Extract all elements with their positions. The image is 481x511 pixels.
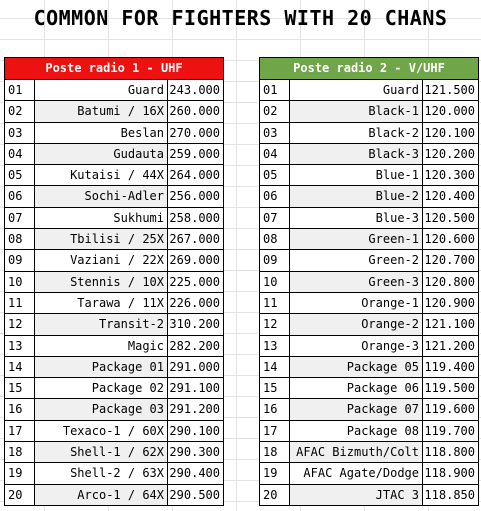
uhf-radio-table — [4, 57, 224, 506]
channel-frequency: 291.100 — [169, 381, 220, 396]
uhf-channel-row — [5, 229, 223, 250]
channel-name: Green-3 — [290, 272, 423, 292]
uhf-channel-row — [5, 378, 223, 399]
channel-frequency: 120.400 — [424, 189, 475, 204]
vuhf-channel-row — [260, 357, 478, 378]
channel-name: Batumi / 16X — [35, 101, 168, 121]
channel-name: Package 06 — [290, 378, 423, 398]
vuhf-channel-row — [260, 293, 478, 314]
vuhf-channel-row — [260, 463, 478, 484]
channel-number: 14 — [260, 357, 290, 377]
channel-frequency: 270.000 — [169, 125, 220, 140]
channel-name: Green-2 — [290, 250, 423, 270]
channel-number: 04 — [260, 144, 290, 164]
channel-name: Package 08 — [290, 421, 423, 441]
channel-name: Shell-2 / 63X — [35, 463, 168, 483]
uhf-channel-row — [5, 80, 223, 101]
channel-name: Guard — [35, 80, 168, 100]
channel-frequency: 290.300 — [169, 445, 220, 460]
channel-number: 09 — [260, 250, 290, 270]
channel-name: Arco-1 / 64X — [35, 485, 168, 505]
channel-number: 10 — [260, 272, 290, 292]
channel-frequency: 119.500 — [424, 381, 475, 396]
uhf-channel-row — [5, 186, 223, 207]
channel-name: Sochi-Adler — [35, 186, 168, 206]
vuhf-radio-table — [259, 57, 479, 506]
vuhf-channel-row — [260, 165, 478, 186]
channel-name: Gudauta — [35, 144, 168, 164]
channel-number: 04 — [5, 144, 35, 164]
vuhf-channel-row — [260, 229, 478, 250]
channel-name: Blue-3 — [290, 208, 423, 228]
channel-number: 18 — [260, 442, 290, 462]
channel-name: JTAC 3 — [290, 485, 423, 505]
channel-number: 06 — [260, 186, 290, 206]
channel-number: 14 — [5, 357, 35, 377]
page-title: COMMON FOR FIGHTERS WITH 20 CHANS — [33, 6, 448, 30]
channel-name: Beslan — [35, 123, 168, 143]
vuhf-channel-row — [260, 442, 478, 463]
channel-frequency: 119.700 — [424, 423, 475, 438]
channel-frequency: 118.850 — [424, 487, 475, 502]
vuhf-channel-row — [260, 336, 478, 357]
uhf-channel-row — [5, 293, 223, 314]
channel-frequency: 260.000 — [169, 104, 220, 119]
channel-frequency: 120.500 — [424, 210, 475, 225]
channel-name: Package 01 — [35, 357, 168, 377]
channel-frequency: 310.200 — [169, 317, 220, 332]
uhf-channel-row — [5, 165, 223, 186]
channel-number: 18 — [5, 442, 35, 462]
channel-number: 11 — [260, 293, 290, 313]
channel-frequency: 120.900 — [424, 295, 475, 310]
channel-number: 02 — [5, 101, 35, 121]
channel-frequency: 121.200 — [424, 338, 475, 353]
uhf-channel-row — [5, 123, 223, 144]
channel-frequency: 264.000 — [169, 168, 220, 183]
channel-frequency: 258.000 — [169, 210, 220, 225]
channel-number: 03 — [260, 123, 290, 143]
channel-number: 01 — [260, 80, 290, 100]
channel-name: Guard — [290, 80, 423, 100]
channel-number: 05 — [5, 165, 35, 185]
channel-name: Black-3 — [290, 144, 423, 164]
channel-frequency: 120.200 — [424, 146, 475, 161]
channel-number: 12 — [5, 314, 35, 334]
uhf-channel-row — [5, 485, 223, 505]
channel-frequency: 118.900 — [424, 466, 475, 481]
channel-number: 13 — [260, 336, 290, 356]
channel-number: 13 — [5, 336, 35, 356]
channel-name: Blue-2 — [290, 186, 423, 206]
channel-number: 09 — [5, 250, 35, 270]
channel-name: Shell-1 / 62X — [35, 442, 168, 462]
uhf-channel-row — [5, 421, 223, 442]
channel-number: 17 — [5, 421, 35, 441]
uhf-channel-row — [5, 101, 223, 122]
channel-name: Magic — [35, 336, 168, 356]
channel-number: 12 — [260, 314, 290, 334]
channel-frequency: 120.600 — [424, 232, 475, 247]
channel-number: 20 — [260, 485, 290, 505]
channel-number: 17 — [260, 421, 290, 441]
channel-frequency: 225.000 — [169, 274, 220, 289]
channel-frequency: 119.600 — [424, 402, 475, 417]
channel-name: Package 05 — [290, 357, 423, 377]
channel-frequency: 291.000 — [169, 359, 220, 374]
channel-number: 06 — [5, 186, 35, 206]
channel-frequency: 269.000 — [169, 253, 220, 268]
vuhf-channel-row — [260, 186, 478, 207]
channel-number: 10 — [5, 272, 35, 292]
channel-name: Texaco-1 / 60X — [35, 421, 168, 441]
uhf-channel-row — [5, 399, 223, 420]
vuhf-channel-row — [260, 80, 478, 101]
vuhf-channel-row — [260, 314, 478, 335]
channel-name: Transit-2 — [35, 314, 168, 334]
channel-name: Blue-1 — [290, 165, 423, 185]
channel-number: 19 — [260, 463, 290, 483]
channel-frequency: 119.400 — [424, 359, 475, 374]
channel-number: 01 — [5, 80, 35, 100]
channel-number: 11 — [5, 293, 35, 313]
channel-number: 15 — [5, 378, 35, 398]
channel-frequency: 121.100 — [424, 317, 475, 332]
channel-name: AFAC Bizmuth/Colt — [290, 442, 423, 462]
channel-name: Black-1 — [290, 101, 423, 121]
channel-name: Orange-3 — [290, 336, 423, 356]
channel-frequency: 243.000 — [169, 83, 220, 97]
channel-frequency: 120.100 — [424, 125, 475, 140]
channel-frequency: 291.200 — [169, 402, 220, 417]
uhf-channel-row — [5, 463, 223, 484]
channel-frequency: 290.500 — [169, 487, 220, 502]
vuhf-channel-row — [260, 144, 478, 165]
channel-frequency: 267.000 — [169, 232, 220, 247]
vuhf-table-body — [260, 80, 478, 505]
channel-name: Tbilisi / 25X — [35, 229, 168, 249]
vuhf-channel-row — [260, 101, 478, 122]
channel-number: 03 — [5, 123, 35, 143]
uhf-channel-row — [5, 442, 223, 463]
uhf-channel-row — [5, 208, 223, 229]
channel-name: Kutaisi / 44X — [35, 165, 168, 185]
channel-frequency: 290.100 — [169, 423, 220, 438]
vuhf-channel-row — [260, 123, 478, 144]
channel-name: Stennis / 10X — [35, 272, 168, 292]
uhf-channel-row — [5, 144, 223, 165]
channel-number: 07 — [5, 208, 35, 228]
channel-name: Package 07 — [290, 399, 423, 419]
vuhf-table-header: Poste radio 2 - V/UHF — [260, 58, 478, 80]
channel-name: Vaziani / 22X — [35, 250, 168, 270]
vuhf-channel-row — [260, 485, 478, 505]
channel-number: 07 — [260, 208, 290, 228]
channel-frequency: 120.000 — [424, 104, 475, 119]
channel-frequency: 226.000 — [169, 295, 220, 310]
uhf-channel-row — [5, 357, 223, 378]
uhf-channel-row — [5, 250, 223, 271]
channel-name: Orange-2 — [290, 314, 423, 334]
uhf-channel-row — [5, 336, 223, 357]
channel-frequency: 121.500 — [424, 83, 475, 97]
channel-number: 08 — [260, 229, 290, 249]
channel-frequency: 120.300 — [424, 168, 475, 183]
channel-number: 16 — [260, 399, 290, 419]
channel-name: Package 03 — [35, 399, 168, 419]
channel-number: 15 — [260, 378, 290, 398]
uhf-channel-row — [5, 314, 223, 335]
channel-name: Black-2 — [290, 123, 423, 143]
uhf-channel-row — [5, 272, 223, 293]
channel-frequency: 120.700 — [424, 253, 475, 268]
uhf-table-body — [5, 80, 223, 505]
channel-number: 05 — [260, 165, 290, 185]
channel-frequency: 282.200 — [169, 338, 220, 353]
vuhf-channel-row — [260, 378, 478, 399]
channel-frequency: 290.400 — [169, 466, 220, 481]
vuhf-channel-row — [260, 421, 478, 442]
channel-number: 08 — [5, 229, 35, 249]
vuhf-channel-row — [260, 208, 478, 229]
channel-name: Green-1 — [290, 229, 423, 249]
channel-name: AFAC Agate/Dodge — [290, 463, 423, 483]
channel-name: Sukhumi — [35, 208, 168, 228]
channel-frequency: 118.800 — [424, 445, 475, 460]
channel-number: 19 — [5, 463, 35, 483]
channel-number: 02 — [260, 101, 290, 121]
uhf-table-header: Poste radio 1 - UHF — [5, 58, 223, 80]
channel-name: Orange-1 — [290, 293, 423, 313]
channel-name: Package 02 — [35, 378, 168, 398]
channel-name: Tarawa / 11X — [35, 293, 168, 313]
channel-number: 16 — [5, 399, 35, 419]
channel-frequency: 120.800 — [424, 274, 475, 289]
channel-frequency: 256.000 — [169, 189, 220, 204]
vuhf-channel-row — [260, 250, 478, 271]
vuhf-channel-row — [260, 272, 478, 293]
channel-number: 20 — [5, 485, 35, 505]
channel-frequency: 259.000 — [169, 146, 220, 161]
vuhf-channel-row — [260, 399, 478, 420]
